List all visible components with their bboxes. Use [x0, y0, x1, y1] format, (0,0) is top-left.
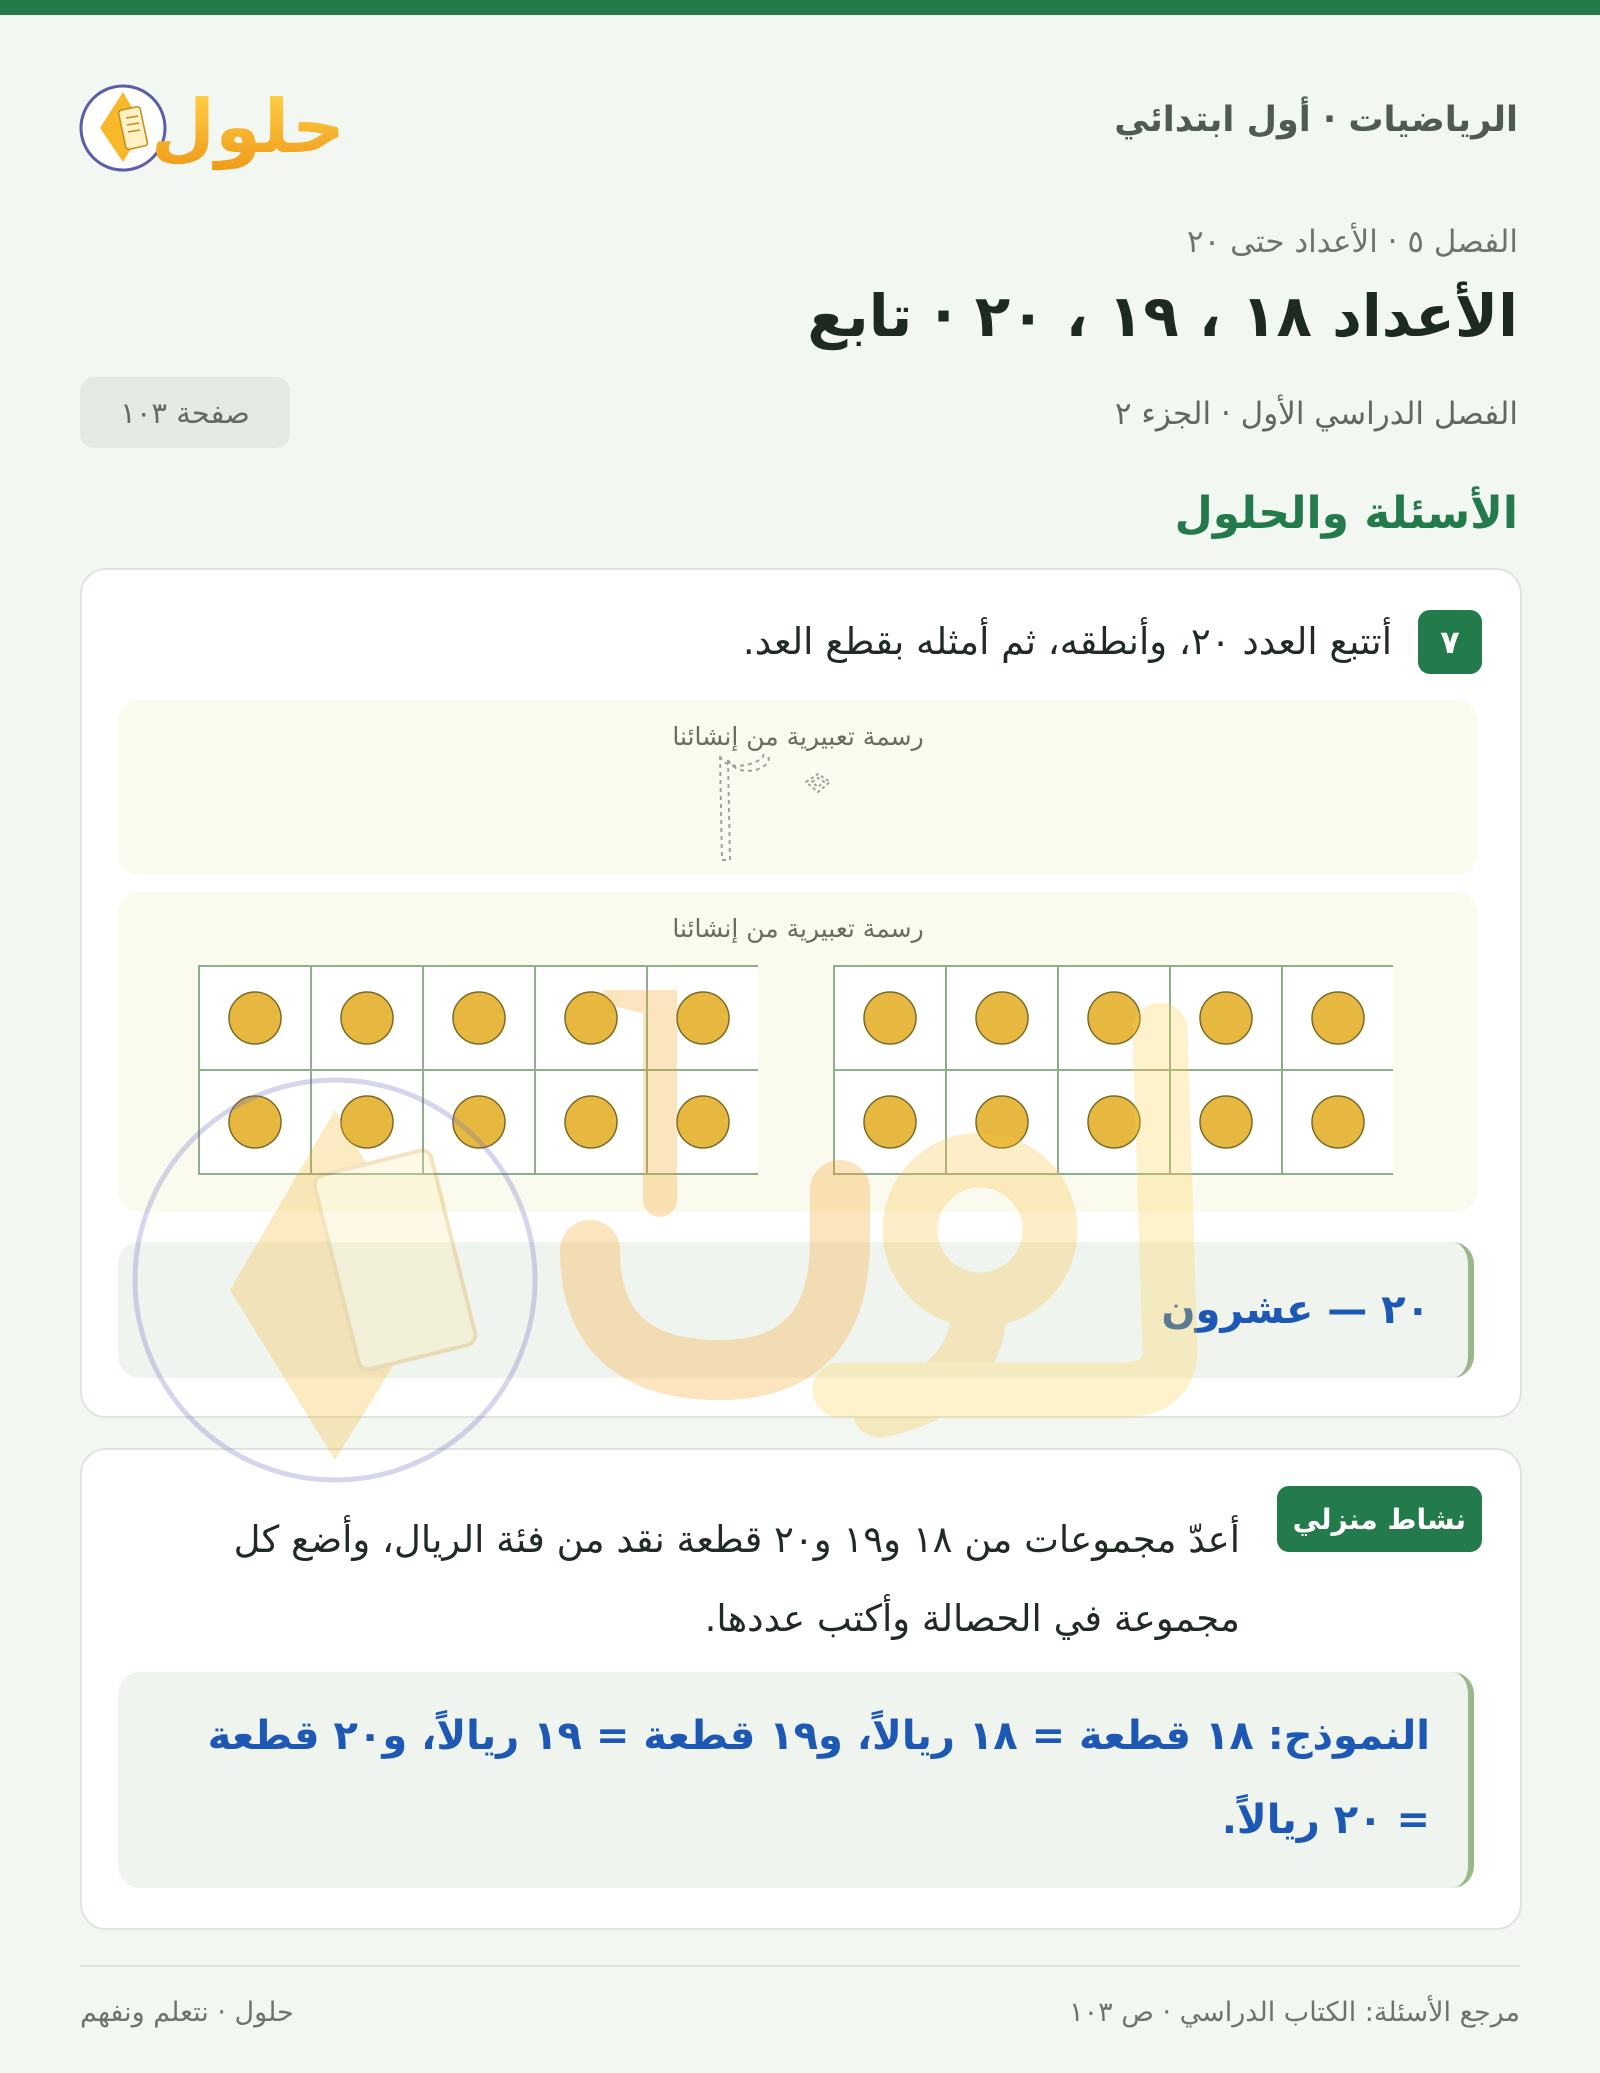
counter-chip — [341, 1096, 393, 1148]
tracing-illustration — [118, 700, 1478, 875]
ten-frame-left — [198, 964, 758, 1176]
counter-chip — [453, 992, 505, 1044]
counter-chip — [453, 1096, 505, 1148]
footer-brand: حلول · نتعلم ونفهم — [80, 1997, 294, 2028]
counter-chip — [1200, 1096, 1252, 1148]
counter-chip — [864, 992, 916, 1044]
counter-chip — [976, 992, 1028, 1044]
question-number: ٧ — [1418, 610, 1482, 674]
homework-answer-line-2: = ٢٠ ريالاً. — [1221, 1797, 1430, 1843]
counter-chip — [229, 1096, 281, 1148]
illustration-caption: رسمة تعبيرية من إنشائنا — [672, 914, 924, 943]
subject-label: الرياضيات · أول ابتدائي — [1114, 100, 1518, 140]
counter-chip — [677, 1096, 729, 1148]
question-card — [80, 568, 1522, 1418]
chapter-label: الفصل ٥ · الأعداد حتى ٢٠ — [1186, 224, 1518, 260]
homework-card — [80, 1448, 1522, 1930]
homework-tag: نشاط منزلي — [1277, 1486, 1482, 1552]
section-title: الأسئلة والحلول — [1174, 488, 1518, 539]
counter-chip — [976, 1096, 1028, 1148]
ten-frame-right — [833, 964, 1393, 1176]
answer-box — [118, 1242, 1474, 1378]
counter-chip — [1312, 1096, 1364, 1148]
homework-answer-box — [118, 1672, 1474, 1888]
lesson-title: الأعداد ١٨ ، ١٩ ، ٢٠ · تابع — [807, 282, 1518, 350]
counter-chip — [1088, 992, 1140, 1044]
logo-wordmark: حلول — [150, 84, 346, 170]
homework-text: أعدّ مجموعات من ١٨ و١٩ و٢٠ قطعة نقد من فئة الريال، وأضع كل مجموعة في الحصالة وأكتب عددها. — [233, 1518, 1240, 1640]
counter-chip — [1312, 992, 1364, 1044]
counter-chip — [864, 1096, 916, 1148]
question-text: أتتبع العدد ٢٠، وأنطقه، ثم أمثله بقطع العد. — [742, 620, 1392, 663]
counter-chip — [565, 1096, 617, 1148]
traced-number-20 — [698, 750, 858, 870]
term-label: الفصل الدراسي الأول · الجزء ٢ — [1114, 396, 1518, 432]
footer-divider — [80, 1965, 1520, 1967]
counter-chip — [1200, 992, 1252, 1044]
footer-reference: مرجع الأسئلة: الكتاب الدراسي · ص ١٠٣ — [1069, 1997, 1520, 2028]
answer-text: ٢٠ — عشرون — [1161, 1287, 1430, 1333]
counter-chip — [229, 992, 281, 1044]
counter-chip — [565, 992, 617, 1044]
counter-chip — [341, 992, 393, 1044]
top-accent-bar — [0, 0, 1600, 15]
counter-chip — [1088, 1096, 1140, 1148]
counters-illustration — [118, 892, 1478, 1212]
homework-answer-line-1: النموذج: ١٨ قطعة = ١٨ ريالاً، و١٩ قطعة = ١٩ ريالاً، و٢٠ قطعة — [207, 1713, 1430, 1759]
page-badge: صفحة ١٠٣ — [80, 377, 290, 448]
counter-chip — [677, 992, 729, 1044]
hulul-logo[interactable] — [78, 64, 358, 184]
illustration-caption: رسمة تعبيرية من إنشائنا — [672, 722, 924, 751]
